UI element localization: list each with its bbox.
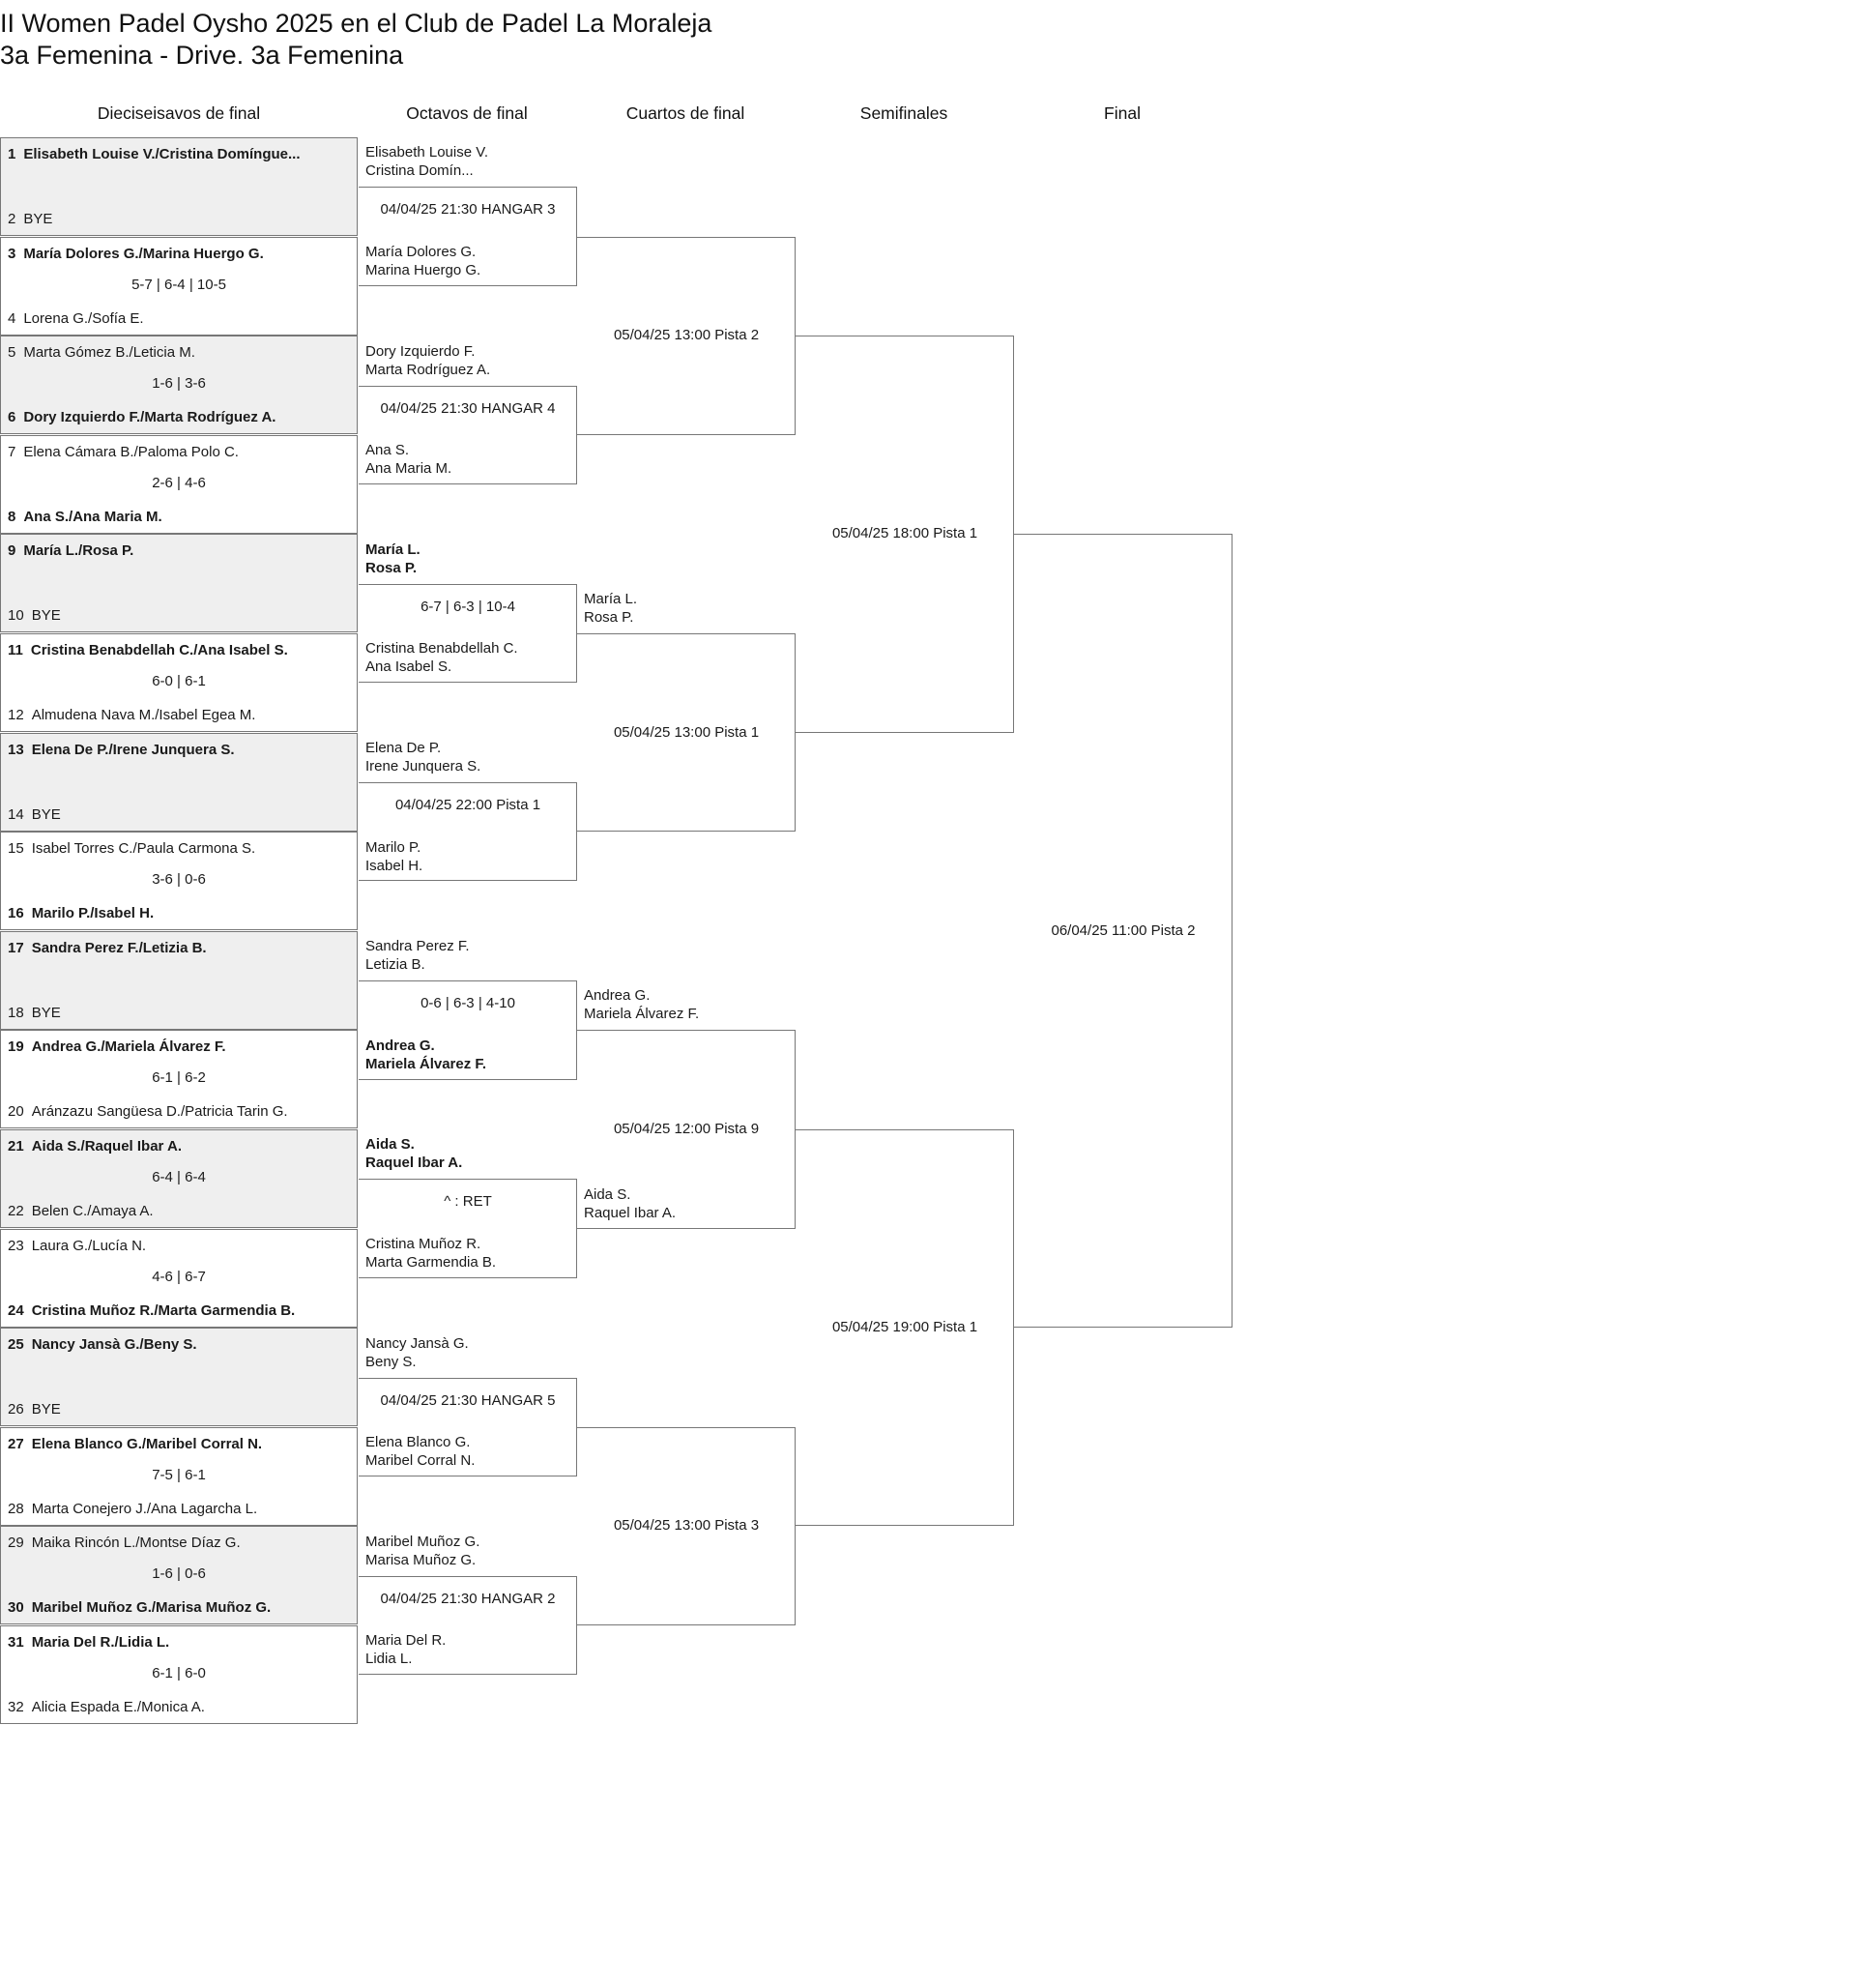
seed-number: 31	[8, 1634, 24, 1651]
seed-number: 29	[8, 1535, 24, 1552]
r32-match	[0, 534, 358, 632]
team-top	[8, 742, 353, 758]
team-bottom	[8, 806, 353, 823]
match-score: 4-6 | 6-7	[152, 1268, 206, 1285]
team-top	[8, 1436, 353, 1452]
seed-number: 16	[8, 905, 24, 922]
team-top	[8, 1038, 353, 1055]
r32-match	[0, 1526, 358, 1624]
team-name: Ana S./Ana Maria M.	[23, 508, 162, 525]
team-name: Maika Rincón L./Montse Díaz G.	[31, 1535, 241, 1552]
match-score: 1-6 | 3-6	[152, 375, 206, 393]
r16-team-top: Rosa P.	[365, 559, 418, 576]
r16-team-top: Sandra Perez F.	[365, 938, 470, 955]
round-header-sf: Semifinales	[859, 103, 948, 123]
r16-team-top: Elena De P.	[365, 739, 442, 756]
r32-match	[0, 1030, 358, 1128]
seed-number: 27	[8, 1435, 24, 1452]
team-bottom	[8, 509, 353, 525]
r32-match	[0, 633, 358, 732]
team-top	[8, 1238, 353, 1254]
team-bottom	[8, 1401, 353, 1418]
team-name: Cristina Benabdellah C./Ana Isabel S.	[30, 642, 288, 658]
seed-number: 25	[8, 1336, 24, 1354]
seed-number: 12	[8, 707, 24, 723]
r16-team-bottom: María Dolores G.	[365, 243, 477, 260]
team-name: Isabel Torres C./Paula Carmona S.	[31, 840, 256, 858]
team-name: Elena De P./Irene Junquera S.	[31, 741, 235, 758]
r16-team-top: Aida S.	[365, 1136, 415, 1154]
team-name: Laura G./Lucía N.	[31, 1237, 147, 1254]
team-name: Andrea G./Mariela Álvarez F.	[31, 1038, 226, 1056]
qf-team-top: Rosa P.	[584, 609, 634, 626]
qf-team-bottom: Raquel Ibar A.	[584, 1204, 677, 1221]
r32-match	[0, 1229, 358, 1328]
seed-number: 14	[8, 805, 24, 823]
team-name: BYE	[31, 1401, 61, 1418]
team-bottom	[8, 1103, 353, 1120]
qf-team-top: Andrea G.	[584, 987, 651, 1005]
r32-match	[0, 1129, 358, 1228]
r16-team-top: Marisa Muñoz G.	[365, 1551, 477, 1568]
seed-number: 21	[8, 1138, 24, 1155]
r16-team-bottom: Isabel H.	[365, 857, 423, 874]
team-top	[8, 1138, 353, 1155]
seed-number: 13	[8, 741, 24, 758]
r16-team-bottom: Maribel Corral N.	[365, 1452, 476, 1470]
round-header-r32: Dieciseisavos de final	[97, 103, 261, 123]
r32-match	[0, 1625, 358, 1724]
team-name: Elena Blanco G./Maribel Corral N.	[31, 1435, 263, 1452]
seed-number: 7	[8, 443, 16, 460]
r16-team-top: Cristina Domín...	[365, 162, 474, 180]
seed-number: 11	[8, 642, 23, 658]
seed-number: 26	[8, 1401, 24, 1418]
r16-match-info: ^ : RET	[444, 1193, 492, 1211]
round-header-final: Final	[1104, 103, 1141, 123]
team-top	[8, 840, 353, 857]
sf-match-info: 05/04/25 18:00 Pista 1	[831, 525, 978, 542]
team-top	[8, 1535, 353, 1551]
r16-team-bottom: Lidia L.	[365, 1651, 413, 1668]
team-name: Cristina Muñoz R./Marta Garmendia B.	[31, 1301, 296, 1319]
seed-number: 3	[8, 245, 16, 262]
team-top	[8, 642, 353, 658]
team-top	[8, 444, 353, 460]
r32-match	[0, 733, 358, 832]
seed-number: 10	[8, 607, 24, 625]
team-bottom	[8, 1599, 353, 1616]
r16-team-top: Letizia B.	[365, 956, 425, 974]
final-match-info: 06/04/25 11:00 Pista 2	[1051, 921, 1196, 939]
round-header-r16: Octavos de final	[406, 103, 528, 123]
seed-number: 5	[8, 344, 16, 362]
seed-number: 19	[8, 1038, 24, 1056]
r16-team-top: Maribel Muñoz G.	[365, 1533, 480, 1550]
team-name: Maria Del R./Lidia L.	[31, 1634, 170, 1651]
seed-number: 15	[8, 840, 24, 858]
r16-match-info: 04/04/25 22:00 Pista 1	[394, 796, 541, 813]
qf-match-info: 05/04/25 13:00 Pista 3	[613, 1517, 760, 1535]
r16-team-bottom: Andrea G.	[365, 1037, 435, 1054]
r32-match	[0, 237, 358, 336]
match-score: 7-5 | 6-1	[152, 1466, 206, 1483]
team-bottom	[8, 607, 353, 624]
r32-match	[0, 1427, 358, 1526]
team-name: Alicia Espada E./Monica A.	[31, 1699, 205, 1715]
r32-match	[0, 832, 358, 930]
qf-match-info: 05/04/25 13:00 Pista 2	[613, 327, 760, 344]
seed-number: 32	[8, 1699, 24, 1715]
team-name: Marilo P./Isabel H.	[31, 905, 155, 922]
r16-team-top: Beny S.	[365, 1353, 417, 1370]
r16-team-bottom: Maria Del R.	[365, 1632, 447, 1650]
team-name: Elena Cámara B./Paloma Polo C.	[23, 443, 239, 460]
team-bottom	[8, 1302, 353, 1319]
qf-team-top: Mariela Álvarez F.	[584, 1006, 700, 1023]
r32-match	[0, 931, 358, 1030]
team-bottom	[8, 1501, 353, 1517]
seed-number: 6	[8, 409, 16, 426]
seed-number: 2	[8, 211, 16, 227]
team-name: Marta Gómez B./Leticia M.	[23, 344, 195, 362]
team-name: Marta Conejero J./Ana Lagarcha L.	[31, 1500, 258, 1517]
team-bottom	[8, 707, 353, 723]
tournament-title: II Women Padel Oysho 2025 en el Club de Padel La Moraleja	[0, 9, 712, 38]
team-name: BYE	[23, 211, 53, 227]
team-top	[8, 940, 353, 956]
seed-number: 18	[8, 1004, 24, 1021]
match-score: 6-4 | 6-4	[152, 1169, 206, 1185]
match-score: 2-6 | 4-6	[152, 474, 206, 491]
team-name: Nancy Jansà G./Beny S.	[31, 1336, 197, 1354]
r32-match	[0, 336, 358, 434]
team-top	[8, 1336, 353, 1353]
r32-match	[0, 137, 358, 236]
team-bottom	[8, 1005, 353, 1021]
team-top	[8, 542, 353, 559]
r16-team-top: María L.	[365, 541, 420, 558]
r16-team-bottom: Cristina Muñoz R.	[365, 1235, 481, 1252]
team-name: BYE	[31, 805, 61, 823]
team-name: Dory Izquierdo F./Marta Rodríguez A.	[23, 409, 276, 426]
r16-team-bottom: Cristina Benabdellah C.	[365, 640, 518, 658]
team-top	[8, 246, 353, 262]
r16-team-bottom: Ana Maria M.	[365, 460, 452, 478]
seed-number: 20	[8, 1103, 24, 1121]
team-name: Sandra Perez F./Letizia B.	[31, 939, 207, 956]
team-name: María Dolores G./Marina Huergo G.	[23, 245, 264, 262]
match-score: 5-7 | 6-4 | 10-5	[131, 276, 226, 293]
round-header-qf: Cuartos de final	[625, 103, 745, 123]
r16-team-bottom: Elena Blanco G.	[365, 1434, 471, 1451]
team-bottom	[8, 905, 353, 921]
r16-team-bottom: Ana S.	[365, 442, 410, 459]
team-bottom	[8, 409, 353, 425]
r16-team-top: Raquel Ibar A.	[365, 1155, 463, 1172]
r16-team-top: Irene Junquera S.	[365, 757, 481, 775]
team-name: BYE	[31, 607, 61, 625]
sf-match-info: 05/04/25 19:00 Pista 1	[831, 1319, 978, 1336]
r16-team-top: Dory Izquierdo F.	[365, 342, 476, 360]
team-top	[8, 1634, 353, 1651]
team-name: Elisabeth Louise V./Cristina Domíngue...	[23, 146, 301, 162]
r16-team-bottom: Marta Garmendia B.	[365, 1253, 497, 1271]
seed-number: 28	[8, 1500, 24, 1517]
r16-team-bottom: Ana Isabel S.	[365, 658, 452, 676]
qf-team-top: María L.	[584, 591, 638, 607]
r32-match	[0, 1328, 358, 1426]
seed-number: 17	[8, 939, 24, 956]
r16-match-info: 0-6 | 6-3 | 4-10	[420, 995, 515, 1012]
seed-number: 4	[8, 309, 16, 327]
match-score: 6-1 | 6-0	[152, 1665, 206, 1681]
match-score: 6-0 | 6-1	[152, 673, 206, 689]
seed-number: 1	[8, 146, 16, 162]
r16-team-top: Elisabeth Louise V.	[365, 144, 489, 161]
team-top	[8, 344, 353, 361]
team-name: Belen C./Amaya A.	[31, 1203, 154, 1219]
team-bottom	[8, 310, 353, 327]
r16-match-info: 04/04/25 21:30 HANGAR 5	[380, 1391, 556, 1409]
r16-team-top: Nancy Jansà G.	[365, 1334, 469, 1352]
seed-number: 23	[8, 1237, 24, 1254]
team-name: Lorena G./Sofía E.	[23, 309, 144, 327]
r32-match	[0, 435, 358, 534]
r16-team-bottom: Marilo P.	[365, 838, 421, 856]
category-title: 3a Femenina - Drive. 3a Femenina	[0, 41, 404, 70]
r16-team-bottom: Mariela Álvarez F.	[365, 1055, 487, 1072]
match-score: 3-6 | 0-6	[152, 871, 206, 889]
team-name: Aránzazu Sangüesa D./Patricia Tarin G.	[31, 1103, 288, 1121]
team-name: Maribel Muñoz G./Marisa Muñoz G.	[31, 1599, 272, 1617]
team-top	[8, 146, 353, 162]
match-score: 1-6 | 0-6	[152, 1565, 206, 1583]
seed-number: 9	[8, 542, 16, 560]
r16-team-bottom: Marina Huergo G.	[365, 261, 481, 278]
r16-match-info: 04/04/25 21:30 HANGAR 3	[380, 201, 556, 219]
r16-match-info: 04/04/25 21:30 HANGAR 2	[380, 1590, 556, 1607]
team-bottom	[8, 1699, 353, 1715]
team-name: Aida S./Raquel Ibar A.	[31, 1138, 182, 1155]
qf-team-bottom: Aida S.	[584, 1185, 631, 1203]
seed-number: 22	[8, 1203, 24, 1219]
r16-match-info: 6-7 | 6-3 | 10-4	[420, 598, 515, 615]
team-name: María L./Rosa P.	[23, 542, 134, 560]
team-name: BYE	[31, 1004, 61, 1021]
team-bottom	[8, 1203, 353, 1219]
qf-match-info: 05/04/25 12:00 Pista 9	[613, 1121, 760, 1137]
r16-team-top: Marta Rodríguez A.	[365, 361, 491, 378]
team-name: Almudena Nava M./Isabel Egea M.	[31, 707, 256, 723]
team-bottom	[8, 211, 353, 227]
qf-match-info: 05/04/25 13:00 Pista 1	[613, 723, 760, 741]
seed-number: 8	[8, 508, 16, 525]
r16-match-info: 04/04/25 21:30 HANGAR 4	[380, 399, 556, 417]
match-score: 6-1 | 6-2	[152, 1069, 206, 1087]
seed-number: 30	[8, 1599, 24, 1617]
seed-number: 24	[8, 1301, 24, 1319]
